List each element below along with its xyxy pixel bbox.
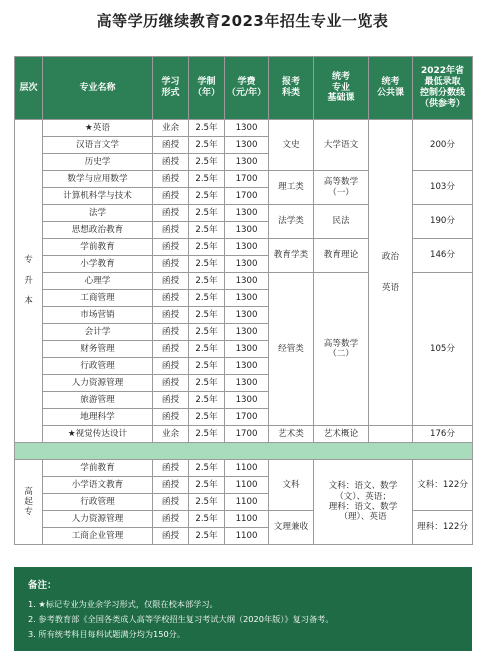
duration: 2.5年	[189, 511, 225, 528]
study-form: 函授	[153, 341, 189, 358]
public-course-empty	[369, 426, 413, 443]
study-form: 函授	[153, 239, 189, 256]
major-name: 行政管理	[43, 358, 153, 375]
category-faxue: 法学类	[269, 205, 314, 239]
duration: 2.5年	[189, 307, 225, 324]
header-major: 专业名称	[43, 57, 153, 120]
note-item: 2. 参考教育部《全国各类成人高等学校招生复习考试大纲（2020年版）》复习备考。	[28, 614, 334, 624]
fee: 1300	[225, 137, 269, 154]
basic-faxue: 民法	[314, 205, 369, 239]
header-score-line: 2022年省 最低录取 控制分数线 （供参考）	[413, 57, 473, 120]
header-level: 层次	[15, 57, 43, 120]
major-name: ★视觉传达设计	[43, 426, 153, 443]
category-wenlijianshou: 文理兼收	[269, 511, 314, 545]
duration: 2.5年	[189, 239, 225, 256]
admissions-table	[14, 56, 473, 545]
fee: 1300	[225, 392, 269, 409]
major-name: 计算机科学与技术	[43, 188, 153, 205]
header-category: 报考 科类	[269, 57, 314, 120]
study-form: 函授	[153, 137, 189, 154]
fee: 1300	[225, 290, 269, 307]
fee: 1100	[225, 477, 269, 494]
basic-yishu: 艺术概论	[314, 426, 369, 443]
major-name: 思想政治教育	[43, 222, 153, 239]
duration: 2.5年	[189, 409, 225, 426]
score-faxue: 190分	[413, 205, 473, 239]
score-yishu: 176分	[413, 426, 473, 443]
study-form: 函授	[153, 392, 189, 409]
study-form: 函授	[153, 477, 189, 494]
basic-jingguan: 高等数学 （二）	[314, 273, 369, 426]
basic-ligong: 高等数学 （一）	[314, 171, 369, 205]
notes-box	[14, 567, 472, 651]
table-row	[15, 120, 473, 137]
fee: 1300	[225, 205, 269, 222]
duration: 2.5年	[189, 324, 225, 341]
fee: 1300	[225, 307, 269, 324]
category-wenke: 文科	[269, 460, 314, 511]
page-title: 高等学历继续教育2023年招生专业一览表	[96, 12, 389, 30]
fee: 1300	[225, 222, 269, 239]
category-wenshi: 文史	[269, 120, 314, 171]
study-form: 函授	[153, 324, 189, 341]
fee: 1300	[225, 324, 269, 341]
header-public-course: 统考 公共课	[369, 57, 413, 120]
level-gqz: 高 起 专	[15, 460, 43, 545]
score-wenshi: 200分	[413, 120, 473, 171]
major-name: 学前教育	[43, 239, 153, 256]
study-form: 函授	[153, 222, 189, 239]
basic-jiaoyu: 教育理论	[314, 239, 369, 273]
fee: 1700	[225, 171, 269, 188]
table-row	[15, 460, 473, 477]
study-form: 函授	[153, 409, 189, 426]
category-jiaoyu: 教育学类	[269, 239, 314, 273]
fee: 1100	[225, 460, 269, 477]
major-name: 人力资源管理	[43, 375, 153, 392]
major-name: 数学与应用数学	[43, 171, 153, 188]
duration: 2.5年	[189, 188, 225, 205]
major-name: 市场营销	[43, 307, 153, 324]
duration: 2.5年	[189, 528, 225, 545]
note-item: 1. ★标记专业为业余学习形式，仅限在校本部学习。	[28, 599, 218, 609]
duration: 2.5年	[189, 375, 225, 392]
study-form: 函授	[153, 511, 189, 528]
score-wenke: 文科：122分	[413, 460, 473, 511]
major-name: 小学教育	[43, 256, 153, 273]
study-form: 函授	[153, 494, 189, 511]
study-form: 函授	[153, 273, 189, 290]
header-duration: 学制 （年）	[189, 57, 225, 120]
notes-title: 备注：	[28, 580, 57, 591]
duration: 2.5年	[189, 494, 225, 511]
score-jiaoyu: 146分	[413, 239, 473, 273]
major-name: 人力资源管理	[43, 511, 153, 528]
major-name: 历史学	[43, 154, 153, 171]
duration: 2.5年	[189, 120, 225, 137]
header-form: 学习 形式	[153, 57, 189, 120]
duration: 2.5年	[189, 392, 225, 409]
duration: 2.5年	[189, 290, 225, 307]
duration: 2.5年	[189, 477, 225, 494]
study-form: 函授	[153, 188, 189, 205]
duration: 2.5年	[189, 341, 225, 358]
public-course: 政治 英语	[369, 120, 413, 426]
fee: 1300	[225, 341, 269, 358]
major-name: 工商企业管理	[43, 528, 153, 545]
duration: 2.5年	[189, 426, 225, 443]
fee: 1300	[225, 120, 269, 137]
study-form: 函授	[153, 528, 189, 545]
major-name: ★英语	[43, 120, 153, 137]
study-form: 函授	[153, 307, 189, 324]
major-name: 汉语言文学	[43, 137, 153, 154]
study-form: 业余	[153, 426, 189, 443]
header-fee: 学费 （元/年）	[225, 57, 269, 120]
major-name: 小学语文教育	[43, 477, 153, 494]
section-separator	[15, 443, 473, 460]
basic-wenshi: 大学语文	[314, 120, 369, 171]
fee: 1100	[225, 511, 269, 528]
study-form: 函授	[153, 205, 189, 222]
score-like: 理科：122分	[413, 511, 473, 545]
major-name: 法学	[43, 205, 153, 222]
header-basic-course: 统考 专业 基础课	[314, 57, 369, 120]
major-name: 会计学	[43, 324, 153, 341]
fee: 1700	[225, 188, 269, 205]
fee: 1300	[225, 239, 269, 256]
major-name: 财务管理	[43, 341, 153, 358]
duration: 2.5年	[189, 256, 225, 273]
fee: 1300	[225, 154, 269, 171]
category-ligong: 理工类	[269, 171, 314, 205]
major-name: 心理学	[43, 273, 153, 290]
note-item: 3. 所有统考科目每科试题满分均为150分。	[28, 629, 186, 639]
category-jingguan: 经管类	[269, 273, 314, 426]
major-name: 行政管理	[43, 494, 153, 511]
major-name: 地理科学	[43, 409, 153, 426]
duration: 2.5年	[189, 460, 225, 477]
fee: 1300	[225, 375, 269, 392]
study-form: 函授	[153, 375, 189, 392]
study-form: 函授	[153, 256, 189, 273]
duration: 2.5年	[189, 358, 225, 375]
duration: 2.5年	[189, 154, 225, 171]
study-form: 函授	[153, 460, 189, 477]
fee: 1100	[225, 494, 269, 511]
category-yishu: 艺术类	[269, 426, 314, 443]
study-form: 函授	[153, 358, 189, 375]
duration: 2.5年	[189, 273, 225, 290]
fee: 1300	[225, 358, 269, 375]
major-name: 学前教育	[43, 460, 153, 477]
study-form: 函授	[153, 171, 189, 188]
fee: 1300	[225, 273, 269, 290]
duration: 2.5年	[189, 171, 225, 188]
fee: 1700	[225, 409, 269, 426]
score-jingguan: 105分	[413, 273, 473, 426]
duration: 2.5年	[189, 205, 225, 222]
table-row	[15, 426, 473, 443]
fee: 1100	[225, 528, 269, 545]
study-form: 函授	[153, 290, 189, 307]
header-row	[15, 57, 473, 120]
duration: 2.5年	[189, 137, 225, 154]
exam-subjects: 文科：语文、数学 （文）、英语； 理科：语文、数学 （理）、英语	[314, 460, 413, 545]
score-ligong: 103分	[413, 171, 473, 205]
duration: 2.5年	[189, 222, 225, 239]
major-name: 工商管理	[43, 290, 153, 307]
fee: 1300	[225, 256, 269, 273]
major-name: 旅游管理	[43, 392, 153, 409]
fee: 1700	[225, 426, 269, 443]
study-form: 业余	[153, 120, 189, 137]
level-zsb: 专 升 本	[15, 120, 43, 443]
study-form: 函授	[153, 154, 189, 171]
